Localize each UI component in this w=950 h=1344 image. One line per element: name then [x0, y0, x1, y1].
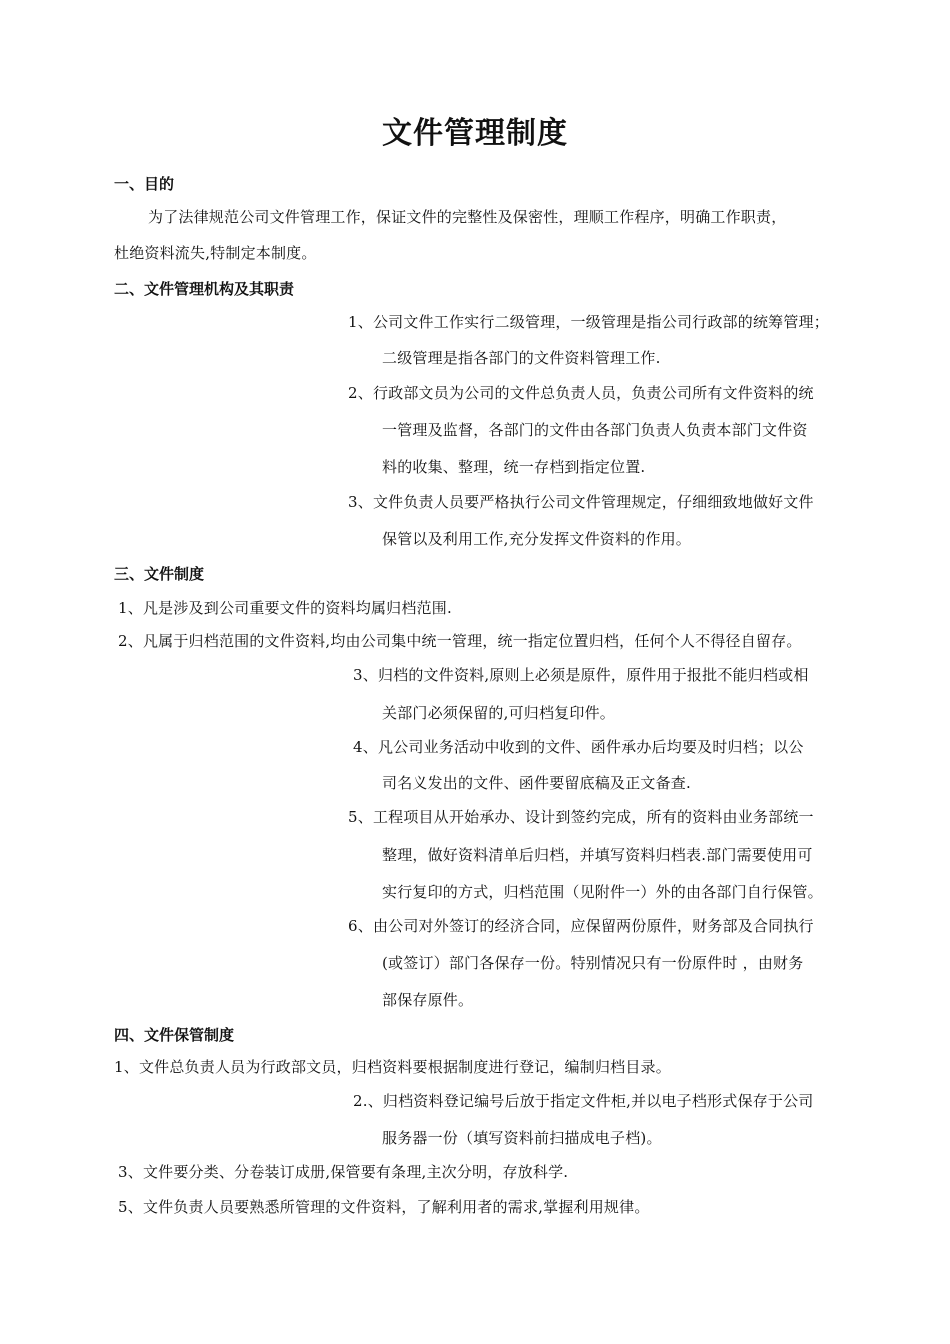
- list-item-line: 司名义发出的文件、函件要留底稿及正文备查.: [382, 774, 691, 792]
- list-item-line: 1、凡是涉及到公司重要文件的资料均属归档范围.: [118, 599, 452, 617]
- list-item-line: 2.、归档资料登记编号后放于指定文件柜,并以电子档形式保存于公司: [353, 1092, 814, 1110]
- list-item-line: 保管以及利用工作,充分发挥文件资料的作用。: [382, 530, 691, 548]
- list-item-line: 4、凡公司业务活动中收到的文件、函件承办后均要及时归档；以公: [353, 738, 804, 756]
- list-item-line: 料的收集、整理，统一存档到指定位置.: [382, 458, 646, 476]
- list-item-line: 3、文件要分类、分卷装订成册,保管要有条理,主次分明，存放科学.: [118, 1163, 569, 1181]
- section-heading-storage: 四、文件保管制度: [114, 1026, 235, 1044]
- list-item-line: 1、公司文件工作实行二级管理，一级管理是指公司行政部的统筹管理；: [348, 313, 829, 331]
- section-heading-file-system: 三、文件制度: [114, 565, 205, 583]
- list-item-line: 整理，做好资料清单后归档，并填写资料归档表.部门需要使用可: [382, 846, 813, 864]
- document-title: 文件管理制度: [382, 116, 568, 151]
- list-item-line: 6、由公司对外签订的经济合同，应保留两份原件，财务部及合同执行: [348, 917, 814, 935]
- list-item-line: 一管理及监督，各部门的文件由各部门负责人负责本部门文件资: [382, 421, 808, 439]
- list-item-line: 服务器一份（填写资料前扫描成电子档)。: [382, 1129, 662, 1147]
- list-item-line: 关部门必须保留的,可归档复印件。: [382, 704, 615, 722]
- list-item-line: 3、归档的文件资料,原则上必须是原件，原件用于报批不能归档或相: [353, 666, 809, 684]
- section-heading-organization: 二、文件管理机构及其职责: [114, 280, 295, 298]
- list-item-line: 5、工程项目从开始承办、设计到签约完成，所有的资料由业务部统一: [348, 808, 814, 826]
- list-item-line: 实行复印的方式，归档范围（见附件一）外的由各部门自行保管。: [382, 883, 823, 901]
- list-item-line: 1、文件总负责人员为行政部文员，归档资料要根据制度进行登记，编制归档目录。: [114, 1058, 671, 1076]
- list-item-line: 部保存原件。: [382, 991, 474, 1009]
- section-heading-purpose: 一、目的: [114, 175, 175, 193]
- list-item-line: 3、文件负责人员要严格执行公司文件管理规定，仔细细致地做好文件: [348, 493, 814, 511]
- list-item-line: 5、文件负责人员要熟悉所管理的文件资料，了解利用者的需求,掌握利用规律。: [118, 1198, 650, 1216]
- paragraph-line: 杜绝资料流失,特制定本制度。: [114, 244, 317, 262]
- list-item-line: 2、行政部文员为公司的文件总负责人员，负责公司所有文件资料的统: [348, 384, 814, 402]
- list-item-line: (或签订）部门各保存一份。特别情况只有一份原件时 ，由财务: [382, 954, 804, 972]
- list-item-line: 二级管理是指各部门的文件资料管理工作.: [382, 349, 661, 367]
- list-item-line: 2、凡属于归档范围的文件资料,均由公司集中统一管理，统一指定位置归档，任何个人不得径自留存。: [118, 632, 802, 650]
- paragraph-line: 为了法律规范公司文件管理工作，保证文件的完整性及保密性，理顺工作程序，明确工作职责，: [148, 208, 787, 226]
